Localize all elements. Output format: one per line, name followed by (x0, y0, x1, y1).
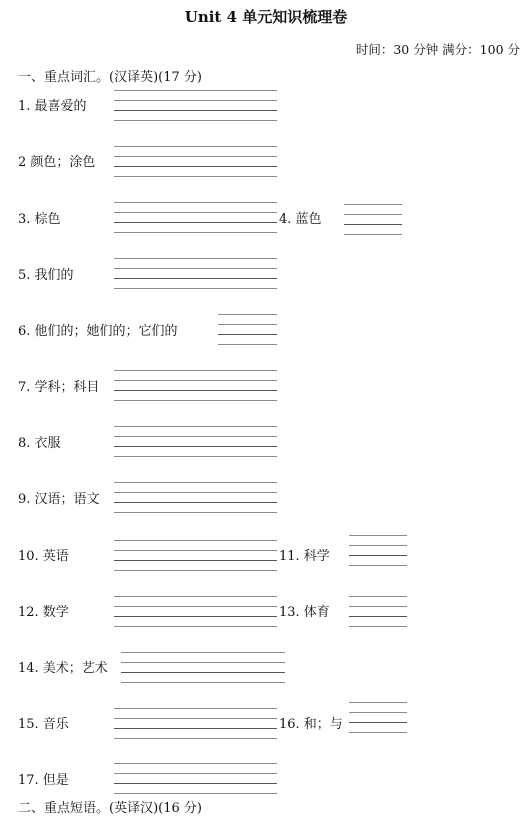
item-13-label: 13. 体育 (279, 605, 330, 620)
item-12-label: 12. 数学 (18, 605, 69, 620)
item-5-answer-lines[interactable] (114, 258, 277, 292)
item-4-answer-lines[interactable] (344, 204, 402, 238)
item-11-answer-lines[interactable] (349, 535, 407, 569)
item-10-label: 10. 英语 (18, 549, 69, 564)
item-11-label: 11. 科学 (279, 549, 330, 564)
item-2-answer-lines[interactable] (114, 146, 277, 180)
item-4-label: 4. 蓝色 (279, 212, 322, 227)
item-17-label: 17. 但是 (18, 773, 69, 788)
item-7-label: 7. 学科；科目 (18, 380, 100, 395)
section-2-title: 二、重点短语。(英译汉)(16 分) (18, 801, 202, 816)
item-12-answer-lines[interactable] (114, 596, 277, 630)
item-14-answer-lines[interactable] (121, 652, 285, 686)
item-8-label: 8. 衣服 (18, 436, 61, 451)
exam-meta: 时间：30 分钟 满分：100 分 (355, 42, 520, 57)
item-9-answer-lines[interactable] (114, 482, 277, 516)
item-1-answer-lines[interactable] (114, 90, 277, 124)
item-6-label: 6. 他们的；她们的；它们的 (18, 324, 178, 339)
item-7-answer-lines[interactable] (114, 370, 277, 404)
item-10-answer-lines[interactable] (114, 540, 277, 574)
item-2-label: 2 颜色；涂色 (18, 155, 96, 170)
page-title: Unit 4 单元知识梳理卷 (184, 8, 348, 26)
item-16-label: 16. 和；与 (279, 717, 343, 732)
item-6-answer-lines[interactable] (218, 314, 277, 348)
item-3-answer-lines[interactable] (114, 202, 277, 236)
item-5-label: 5. 我们的 (18, 268, 74, 283)
item-3-label: 3. 棕色 (18, 212, 61, 227)
item-16-answer-lines[interactable] (349, 702, 407, 736)
item-17-answer-lines[interactable] (114, 763, 277, 797)
item-15-answer-lines[interactable] (114, 708, 277, 742)
section-1-title: 一、重点词汇。(汉译英)(17 分) (18, 70, 202, 85)
item-13-answer-lines[interactable] (349, 596, 407, 630)
item-15-label: 15. 音乐 (18, 717, 69, 732)
item-8-answer-lines[interactable] (114, 426, 277, 460)
item-9-label: 9. 汉语；语文 (18, 492, 100, 507)
item-1-label: 1. 最喜爱的 (18, 99, 87, 114)
item-14-label: 14. 美术；艺术 (18, 661, 108, 676)
